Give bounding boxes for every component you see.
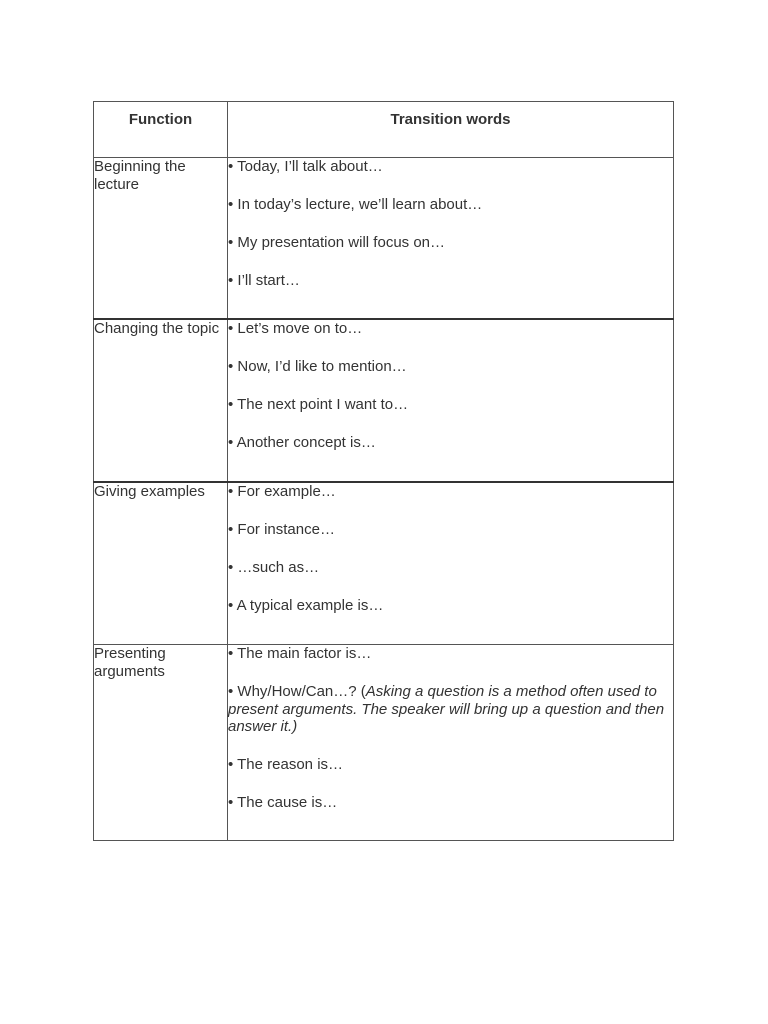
list-item: • Another concept is… — [228, 434, 376, 451]
table-row — [94, 158, 674, 320]
list-item: • Now, I’d like to mention… — [228, 358, 407, 375]
table-row — [94, 482, 674, 645]
list-item: • Let’s move on to… — [228, 320, 363, 337]
list-item: • The reason is… — [228, 756, 344, 773]
function-header — [94, 102, 228, 158]
list-item-text: • Why/How/Can…? ( — [228, 683, 366, 700]
list-item-note: Asking a question is a method often used to present arguments. The speaker will bring up a question and then answer it.) — [228, 683, 665, 735]
list-item: • The cause is… — [228, 794, 338, 811]
function-cell: Changing the topic — [94, 319, 228, 482]
transition-words-table — [93, 101, 674, 841]
list-item: • For instance… — [228, 521, 335, 538]
function-cell: Presenting arguments — [94, 645, 228, 841]
list-item: • For example… — [228, 483, 336, 500]
list-item: • In today’s lecture, we’ll learn about… — [228, 196, 483, 213]
words-header — [228, 102, 674, 158]
words-cell — [228, 319, 674, 482]
words-header-label: Transition words — [390, 111, 511, 128]
header-row — [94, 102, 674, 158]
function-header-label: Function — [128, 111, 193, 128]
function-cell: Giving examples — [94, 482, 228, 645]
list-item-with-note — [228, 683, 673, 736]
list-item: • The next point I want to… — [228, 396, 409, 413]
table-row — [94, 645, 674, 841]
list-item: • The main factor is… — [228, 645, 372, 662]
list-item: • Today, I’ll talk about… — [228, 158, 383, 175]
words-cell — [228, 645, 674, 841]
table-row — [94, 319, 674, 482]
list-item: • My presentation will focus on… — [228, 234, 446, 251]
function-cell: Beginning the lecture — [94, 158, 228, 320]
list-item: • A typical example is… — [228, 597, 384, 614]
list-item: • …such as… — [228, 559, 320, 576]
words-cell — [228, 482, 674, 645]
words-cell — [228, 158, 674, 320]
list-item: • I’ll start… — [228, 272, 300, 289]
